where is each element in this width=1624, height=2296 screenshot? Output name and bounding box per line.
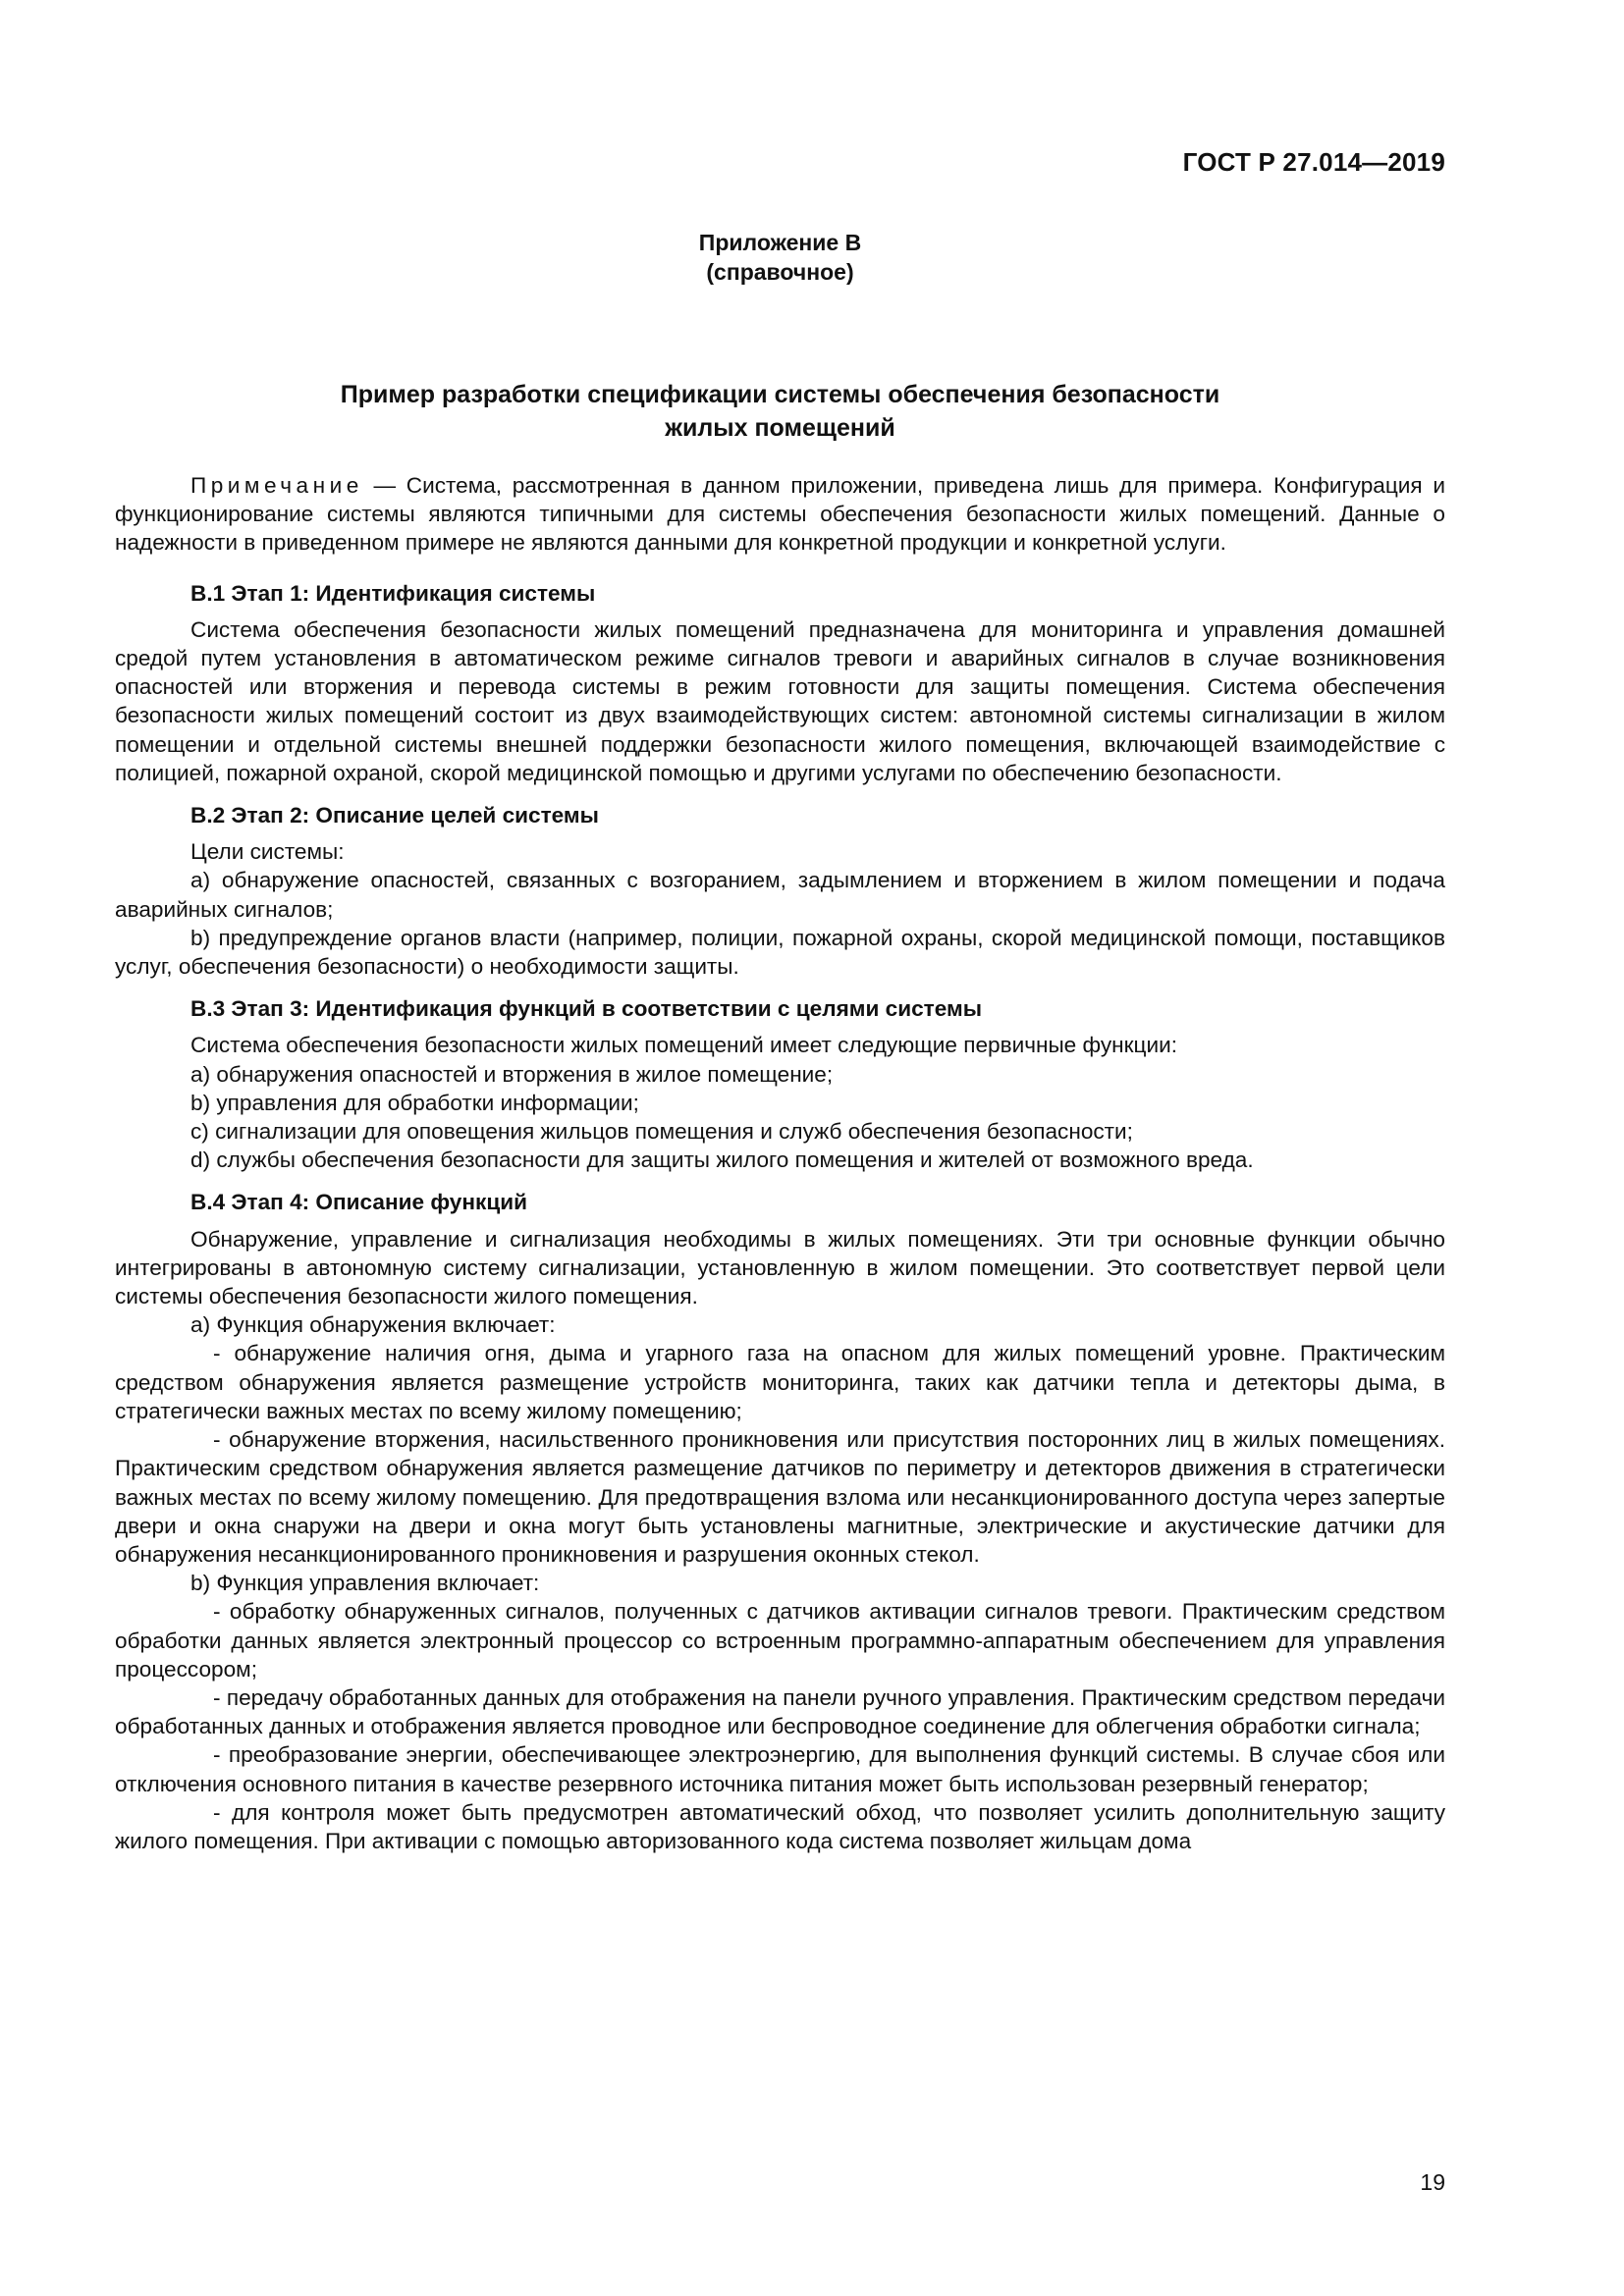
main-title bbox=[115, 378, 1445, 445]
document-page bbox=[115, 0, 1445, 2296]
document-number: ГОСТ Р 27.014—2019 bbox=[1182, 147, 1445, 177]
section-b4-intro: Обнаружение, управление и сигнализация необходимы в жилых помещениях. Эти три основные функции обычно интегрированы в автономную систему сигнализации, установленную в жилом помещении. Это соответствует первой цели системы обеспечения безопасности жилого помещения. bbox=[115, 1226, 1445, 1309]
document-body bbox=[115, 471, 1445, 1855]
section-b4-b-dash-3: - преобразование энергии, обеспечивающее электроэнергию, для выполнения функций системы. В случае сбоя или отключения основного питания в качестве резервного источника питания может быть использован резервный генератор; bbox=[115, 1742, 1445, 1796]
section-b4-a-dash-2: - обнаружение вторжения, насильственного проникновения или присутствия посторонних лиц в жилых помещениях. Практическим средством обнаружения является размещение датчиков по периметру и детекторов движения в стратегически важных местах по всему жилому помещению. Для предотвращения взлома или несанкционированного доступа через запертые двери и окна снаружи на двери и окна могут быть установлены магнитные, электрические и акустические датчики для обнаружения несанкционированного проникновения и разрушения оконных стекол. bbox=[115, 1427, 1445, 1567]
section-b2-item-b: b) предупреждение органов власти (например, полиции, пожарной охраны, скорой медицинской помощи, поставщиков услуг, обеспечения безопасности) о необходимости защиты. bbox=[115, 925, 1445, 980]
section-b1-heading: В.1 Этап 1: Идентификация системы bbox=[190, 580, 596, 606]
section-b2-item-a: а) обнаружение опасностей, связанных с возгоранием, задымлением и вторжением в жилом помещении и подача аварийных сигналов; bbox=[115, 868, 1445, 922]
note-paragraph bbox=[115, 471, 1445, 558]
appendix-type: (справочное) bbox=[706, 259, 854, 285]
appendix-title: Приложение В bbox=[698, 230, 862, 255]
section-b4-item-b-title: b) Функция управления включает: bbox=[190, 1571, 540, 1596]
section-b3-heading: В.3 Этап 3: Идентификация функций в соответствии с целями системы bbox=[190, 996, 983, 1022]
section-b3-item-b: b) управления для обработки информации; bbox=[190, 1090, 639, 1115]
main-title-line1: Пример разработки спецификации системы обеспечения безопасности bbox=[340, 381, 1220, 408]
section-b4-b-dash-1: - обработку обнаруженных сигналов, полученных с датчиков активации сигналов тревоги. Практическим средством обработки данных является электронный процессор со встроенным программно-аппаратным обеспечением для управления процессором; bbox=[115, 1599, 1445, 1682]
main-title-line2: жилых помещений bbox=[665, 414, 895, 442]
appendix-heading bbox=[115, 228, 1445, 287]
section-b4-b-dash-4: - для контроля может быть предусмотрен автоматический обход, что позволяет усилить дополнительную защиту жилого помещения. При активации с помощью авторизованного кода система позволяет жильцам дома bbox=[115, 1799, 1445, 1853]
section-b3-item-a: а) обнаружения опасностей и вторжения в жилое помещение; bbox=[190, 1061, 834, 1087]
section-b2-heading: В.2 Этап 2: Описание целей системы bbox=[190, 803, 599, 828]
section-b3-item-c: c) сигнализации для оповещения жильцов помещения и служб обеспечения безопасности; bbox=[190, 1119, 1133, 1145]
section-b4-item-a-title: а) Функция обнаружения включает: bbox=[190, 1312, 556, 1338]
page-number: 19 bbox=[1420, 2169, 1445, 2195]
note-label: Примечание bbox=[190, 473, 363, 498]
section-b4-a-dash-1: - обнаружение наличия огня, дыма и угарного газа на опасном для жилых помещений уровне. Практическим средством обнаружения является размещение устройств мониторинга, таких как датчики тепла и детекторы дыма, в стратегически важных местах по всему жилому помещению; bbox=[115, 1341, 1445, 1423]
section-b2-intro: Цели системы: bbox=[190, 839, 345, 865]
section-b3-intro: Система обеспечения безопасности жилых помещений имеет следующие первичные функции: bbox=[190, 1033, 1177, 1058]
note-text: — Система, рассмотренная в данном приложении, приведена лишь для примера. Конфигурация и функционирование системы являются типичными для системы обеспечения безопасности жилых помещений. Данные о надежности в приведенном примере не являются данными для конкретной продукции и конкретной услуги. bbox=[115, 473, 1445, 556]
section-b4-heading: В.4 Этап 4: Описание функций bbox=[190, 1190, 527, 1215]
section-b4-b-dash-2: - передачу обработанных данных для отображения на панели ручного управления. Практическим средством передачи обработанных данных и отображения является проводное или беспроводное соединение для облегчения обработки сигнала; bbox=[115, 1684, 1445, 1739]
section-b3-item-d: d) службы обеспечения безопасности для защиты жилого помещения и жителей от возможного вреда. bbox=[190, 1148, 1254, 1173]
section-b1-paragraph: Система обеспечения безопасности жилых помещений предназначена для мониторинга и управления домашней средой путем установления в автоматическом режиме сигналов тревоги и аварийных сигналов в случае возникновения опасностей или вторжения и перевода системы в режим готовности для защиты помещения. Система обеспечения безопасности жилых помещений состоит из двух взаимодействующих систем: автономной системы сигнализации в жилом помещении и отдельной системы внешней поддержки безопасности жилого помещения, включающей взаимодействие с полицией, пожарной охраной, скорой медицинской помощью и другими услугами по обеспечению безопасности. bbox=[115, 616, 1445, 785]
